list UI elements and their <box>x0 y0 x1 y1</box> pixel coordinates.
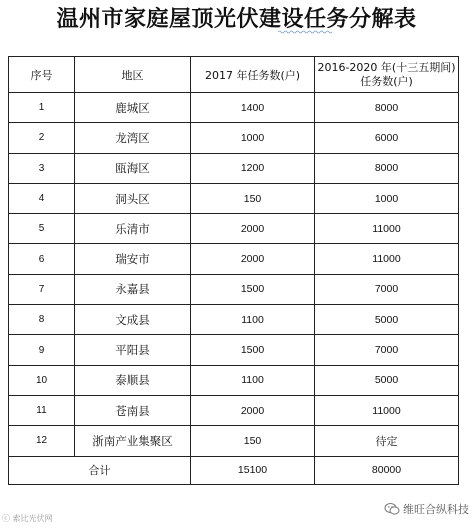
row-region: 文成县 <box>75 305 191 335</box>
page-title: 温州市家庭屋顶光伏建设任务分解表 <box>56 6 417 32</box>
row-region: 平阳县 <box>75 335 191 365</box>
table-row <box>9 93 459 123</box>
row-region: 洞头区 <box>75 183 191 213</box>
row-region: 瓯海区 <box>75 153 191 183</box>
row-task-2017: 150 <box>191 183 315 213</box>
row-number: 9 <box>9 335 75 365</box>
total-2016-2020: 80000 <box>315 456 459 484</box>
row-number: 4 <box>9 183 75 213</box>
table-row <box>9 335 459 365</box>
row-region: 鹿城区 <box>75 93 191 123</box>
row-region: 苍南县 <box>75 395 191 425</box>
row-region: 瑞安市 <box>75 244 191 274</box>
row-task-2017: 1000 <box>191 123 315 153</box>
row-task-2017: 1100 <box>191 365 315 395</box>
row-task-2017: 2000 <box>191 395 315 425</box>
row-region: 乐清市 <box>75 214 191 244</box>
row-number: 2 <box>9 123 75 153</box>
spellcheck-underline <box>278 30 332 34</box>
row-task-2016-2020: 8000 <box>315 93 459 123</box>
row-region: 龙湾区 <box>75 123 191 153</box>
row-number: 3 <box>9 153 75 183</box>
row-task-2016-2020: 5000 <box>315 305 459 335</box>
table-row <box>9 123 459 153</box>
row-task-2016-2020: 5000 <box>315 365 459 395</box>
col-header-2016-2020: 2016-2020 年(十三五期间)任务数(户) <box>315 57 459 93</box>
row-task-2016-2020: 11000 <box>315 244 459 274</box>
row-task-2016-2020: 11000 <box>315 395 459 425</box>
row-task-2016-2020: 6000 <box>315 123 459 153</box>
row-task-2016-2020: 7000 <box>315 335 459 365</box>
table-row <box>9 274 459 304</box>
table-body <box>9 93 459 457</box>
row-task-2016-2020: 11000 <box>315 214 459 244</box>
table-row <box>9 365 459 395</box>
row-number: 5 <box>9 214 75 244</box>
col-header-2017: 2017 年任务数(户) <box>191 57 315 93</box>
row-task-2017: 150 <box>191 426 315 456</box>
table-row <box>9 153 459 183</box>
row-task-2017: 1400 <box>191 93 315 123</box>
row-task-2017: 1500 <box>191 335 315 365</box>
task-table <box>8 56 459 485</box>
row-region: 浙南产业集聚区 <box>75 426 191 456</box>
row-number: 7 <box>9 274 75 304</box>
row-task-2017: 1500 <box>191 274 315 304</box>
row-task-2016-2020: 8000 <box>315 153 459 183</box>
row-task-2017: 1200 <box>191 153 315 183</box>
total-row <box>9 456 459 484</box>
col-header-region: 地区 <box>75 57 191 93</box>
row-number: 10 <box>9 365 75 395</box>
table-row <box>9 305 459 335</box>
row-task-2017: 2000 <box>191 244 315 274</box>
row-region: 泰顺县 <box>75 365 191 395</box>
row-number: 1 <box>9 93 75 123</box>
watermark-right <box>382 500 471 518</box>
total-2017: 15100 <box>191 456 315 484</box>
table-row <box>9 244 459 274</box>
table-header-row <box>9 57 459 93</box>
row-region: 永嘉县 <box>75 274 191 304</box>
total-label: 合计 <box>9 456 191 484</box>
row-number: 12 <box>9 426 75 456</box>
wechat-icon <box>384 502 400 516</box>
row-task-2017: 2000 <box>191 214 315 244</box>
table-row <box>9 183 459 213</box>
table-row <box>9 395 459 425</box>
table-row <box>9 214 459 244</box>
row-task-2016-2020: 1000 <box>315 183 459 213</box>
row-number: 6 <box>9 244 75 274</box>
row-number: 11 <box>9 395 75 425</box>
watermark-right-text: 维旺合纵科技 <box>403 503 469 516</box>
row-task-2016-2020: 7000 <box>315 274 459 304</box>
row-number: 8 <box>9 305 75 335</box>
col-header-no: 序号 <box>9 57 75 93</box>
table-row <box>9 426 459 456</box>
watermark-left: ⓒ 索比光伏网 <box>2 514 53 523</box>
row-task-2017: 1100 <box>191 305 315 335</box>
row-task-2016-2020: 待定 <box>315 426 459 456</box>
